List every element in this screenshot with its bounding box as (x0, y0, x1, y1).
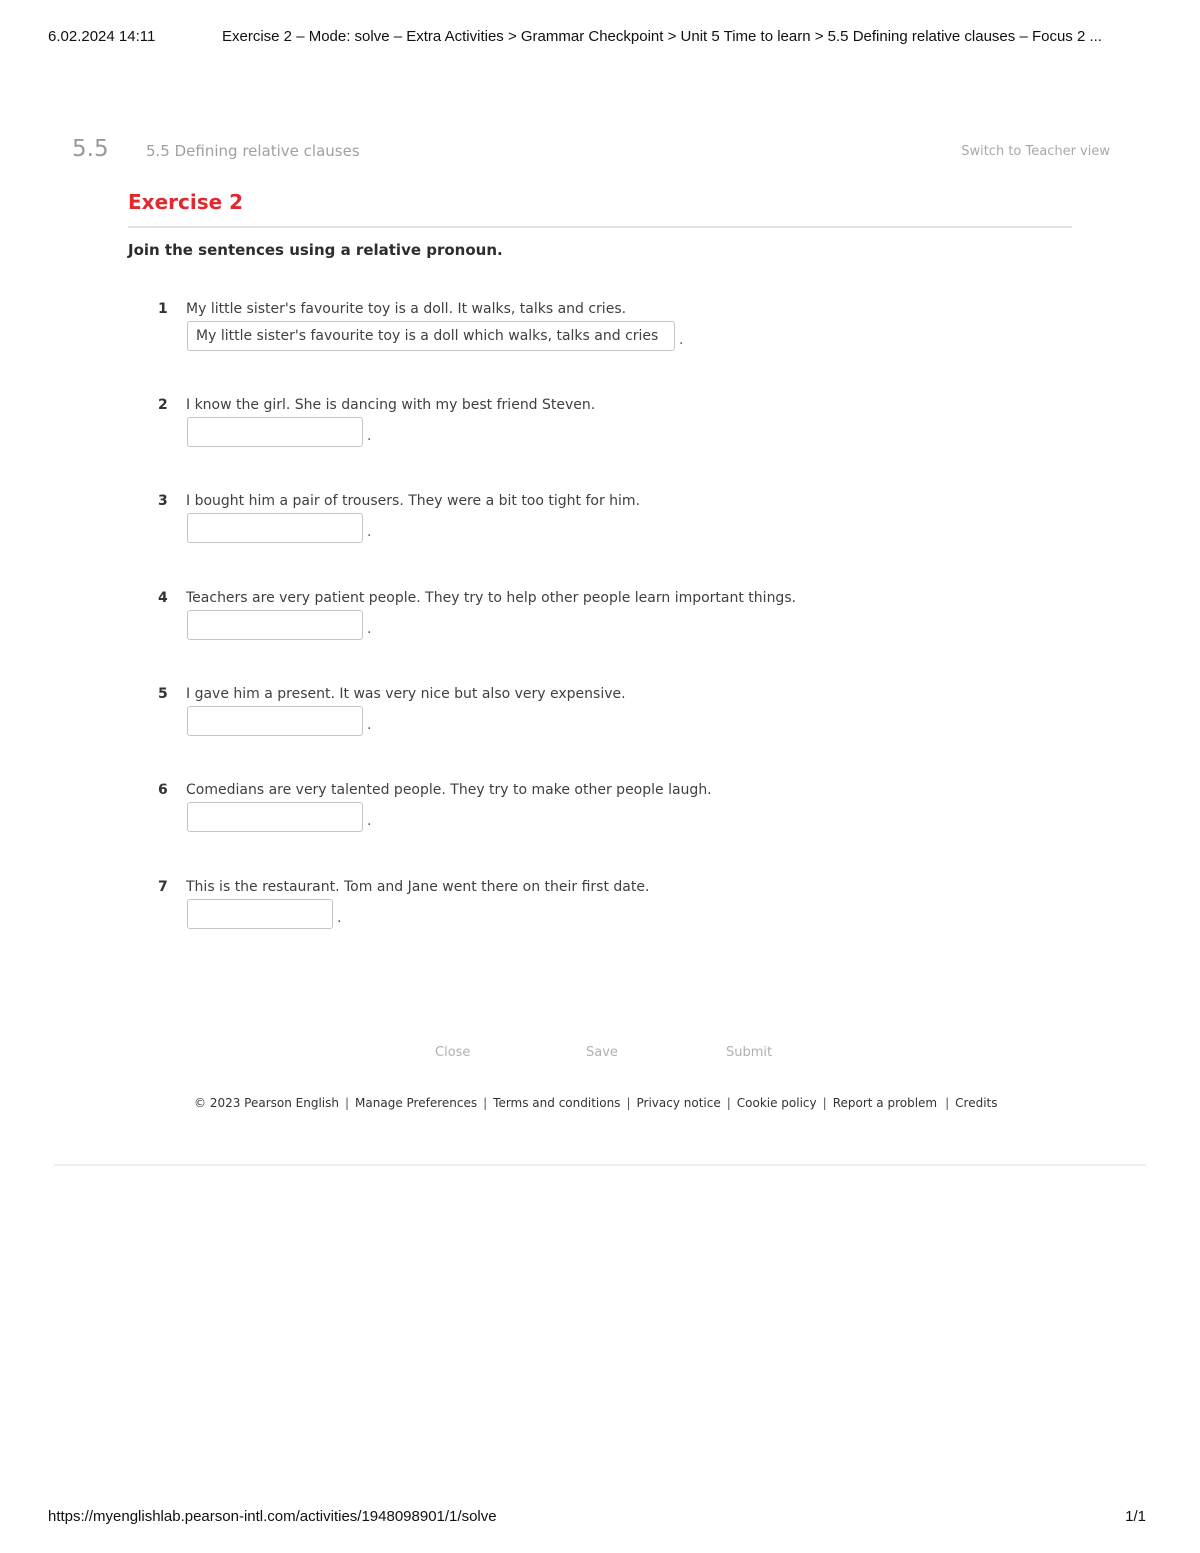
submit-button[interactable]: Submit (726, 1045, 773, 1060)
footer-link-credits[interactable]: Credits (955, 1096, 998, 1110)
footer-link-report-problem[interactable]: Report a problem (832, 1096, 938, 1110)
footer-link-terms[interactable]: Terms and conditions (493, 1096, 621, 1110)
question-number: 4 (158, 590, 168, 606)
question-text: This is the restaurant. Tom and Jane went there on their first date. (186, 879, 650, 895)
sentence-period: . (367, 428, 372, 444)
footer-separator: | (945, 1096, 950, 1110)
page-divider (54, 1164, 1146, 1166)
question-text: I gave him a present. It was very nice but also very expensive. (186, 686, 626, 702)
exercise-title: Exercise 2 (128, 190, 244, 214)
question-text: My little sister's favourite toy is a doll. It walks, talks and cries. (186, 301, 627, 317)
print-url: https://myenglishlab.pearson-intl.com/activities/1948098901/1/solve (48, 1508, 497, 1525)
unit-number: 5.5 (72, 136, 109, 162)
footer-link-cookie-policy[interactable]: Cookie policy (736, 1096, 817, 1110)
print-datetime: 6.02.2024 14:11 (48, 28, 156, 45)
footer-separator: | (822, 1096, 827, 1110)
answer-input[interactable] (187, 706, 363, 736)
copyright-text: © 2023 Pearson English (194, 1096, 339, 1110)
answer-input[interactable] (187, 513, 363, 543)
switch-to-teacher-view-link[interactable]: Switch to Teacher view (961, 144, 1110, 159)
exercise-instruction: Join the sentences using a relative pronoun. (128, 241, 503, 259)
print-page-title: Exercise 2 – Mode: solve – Extra Activities > Grammar Checkpoint > Unit 5 Time to learn > 5.5 Defining relative clauses – Focus 2 ... (222, 28, 1102, 45)
sentence-period: . (367, 621, 372, 637)
sentence-period: . (367, 524, 372, 540)
sentence-period: . (679, 332, 684, 348)
title-divider (128, 226, 1072, 228)
print-page-number: 1/1 (1125, 1508, 1146, 1525)
question-number: 5 (158, 686, 168, 702)
print-footer (48, 1508, 1146, 1525)
question-text: I know the girl. She is dancing with my best friend Steven. (186, 397, 596, 413)
action-bar (0, 1045, 1200, 1065)
sentence-period: . (367, 813, 372, 829)
question-text: I bought him a pair of trousers. They were a bit too tight for him. (186, 493, 641, 509)
footer-separator: | (626, 1096, 631, 1110)
footer-separator: | (726, 1096, 731, 1110)
close-button[interactable]: Close (435, 1045, 471, 1060)
sentence-period: . (367, 717, 372, 733)
footer-separator: | (345, 1096, 350, 1110)
question-number: 2 (158, 397, 168, 413)
answer-input[interactable] (187, 321, 675, 351)
save-button[interactable]: Save (586, 1045, 618, 1060)
print-header (48, 28, 1144, 45)
question-number: 6 (158, 782, 168, 798)
answer-input[interactable] (187, 610, 363, 640)
site-footer (194, 1096, 998, 1110)
footer-separator: | (483, 1096, 488, 1110)
footer-link-privacy[interactable]: Privacy notice (636, 1096, 721, 1110)
question-number: 7 (158, 879, 168, 895)
sentence-period: . (337, 910, 342, 926)
question-text: Teachers are very patient people. They try to help other people learn important things. (186, 590, 797, 606)
unit-title: 5.5 Defining relative clauses (146, 142, 360, 160)
answer-input[interactable] (187, 899, 333, 929)
answer-input[interactable] (187, 417, 363, 447)
question-number: 1 (158, 301, 168, 317)
question-number: 3 (158, 493, 168, 509)
question-text: Comedians are very talented people. They try to make other people laugh. (186, 782, 712, 798)
answer-input[interactable] (187, 802, 363, 832)
footer-link-manage-preferences[interactable]: Manage Preferences (355, 1096, 478, 1110)
